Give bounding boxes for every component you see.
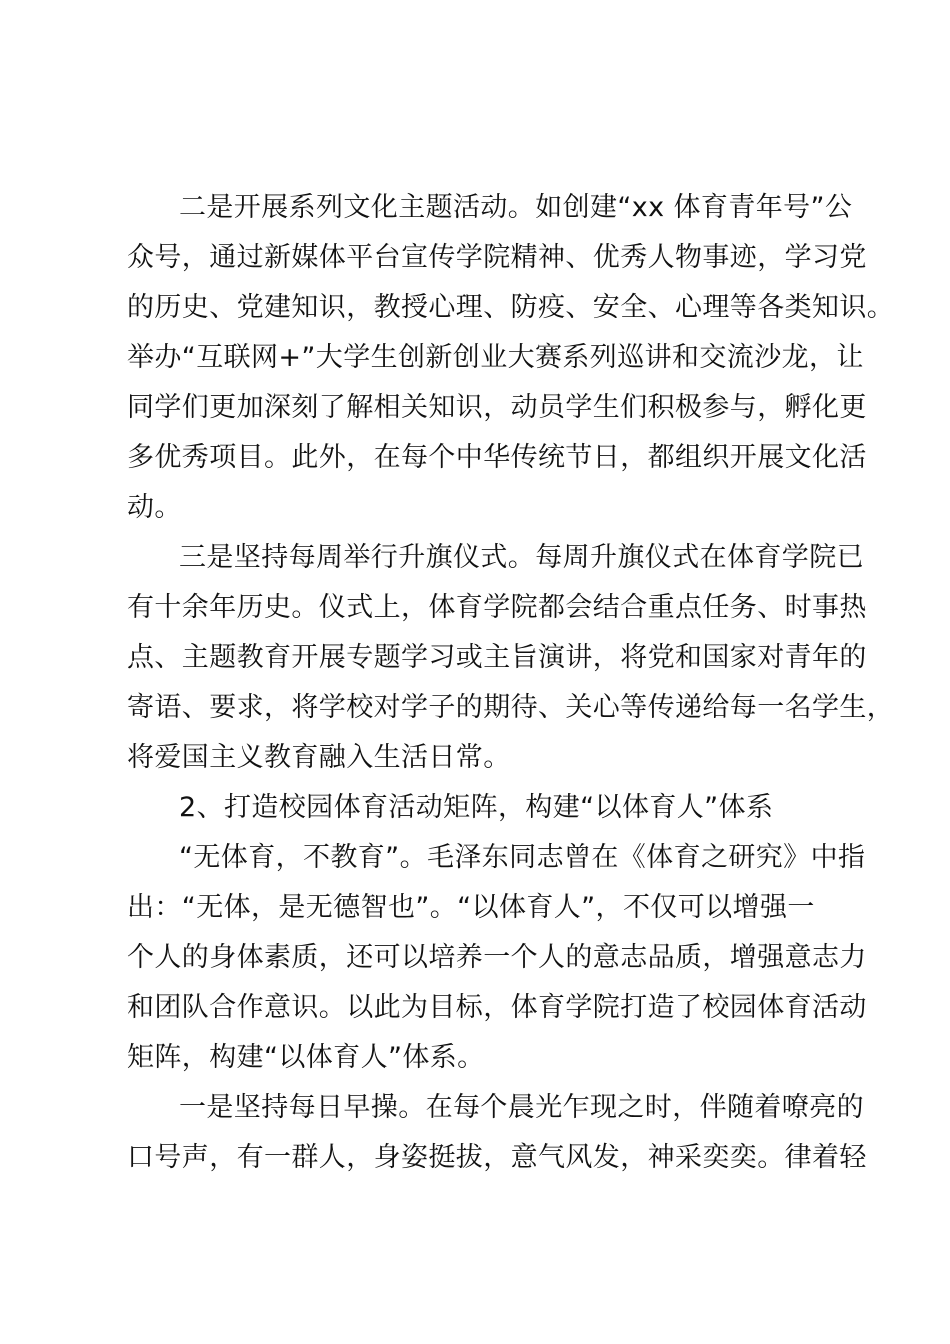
section-heading: 2、打造校园体育活动矩阵，构建“以体育人”体系: [179, 792, 774, 823]
text-line: 个人的身体素质，还可以培养一个人的意志品质，增强意志力: [127, 942, 867, 973]
text-line: 有十余年历史。仪式上，体育学院都会结合重点任务、时事热: [127, 592, 867, 623]
text-line: 一是坚持每日早操。在每个晨光乍现之时，伴随着嘹亮的: [179, 1092, 864, 1123]
text-line: 二是开展系列文化主题活动。如创建“xx 体育青年号”公: [179, 192, 853, 223]
text-line: 和团队合作意识。以此为目标，体育学院打造了校园体育活动: [127, 992, 867, 1023]
text-line: 将爱国主义教育融入生活日常。: [127, 742, 511, 773]
text-line: 点、主题教育开展专题学习或主旨演讲，将党和国家对青年的: [127, 642, 867, 673]
text-line: 口号声，有一群人，身姿挺拔，意气风发，神采奕奕。律着轻: [127, 1142, 867, 1173]
text-line: 出：“无体，是无德智也”。“以体育人”，不仅可以增强一: [127, 892, 815, 923]
text-line: 多优秀项目。此外，在每个中华传统节日，都组织开展文化活: [127, 442, 867, 473]
text-line: 动。: [127, 492, 182, 523]
text-line: 矩阵，构建“以体育人”体系。: [127, 1042, 485, 1073]
text-line: 举办“互联网+”大学生创新创业大赛系列巡讲和交流沙龙，让: [127, 342, 864, 373]
text-line: 众号，通过新媒体平台宣传学院精神、优秀人物事迹，学习党: [127, 242, 867, 273]
text-line: 同学们更加深刻了解相关知识，动员学生们积极参与，孵化更: [127, 392, 867, 423]
text-line: “无体育，不教育”。毛泽东同志曾在《体育之研究》中指: [179, 842, 866, 873]
text-line: 的历史、党建知识，教授心理、防疫、安全、心理等各类知识。: [127, 292, 895, 323]
text-line: 寄语、要求，将学校对学子的期待、关心等传递给每一名学生，: [127, 692, 895, 723]
text-line: 三是坚持每周举行升旗仪式。每周升旗仪式在体育学院已: [179, 542, 864, 573]
